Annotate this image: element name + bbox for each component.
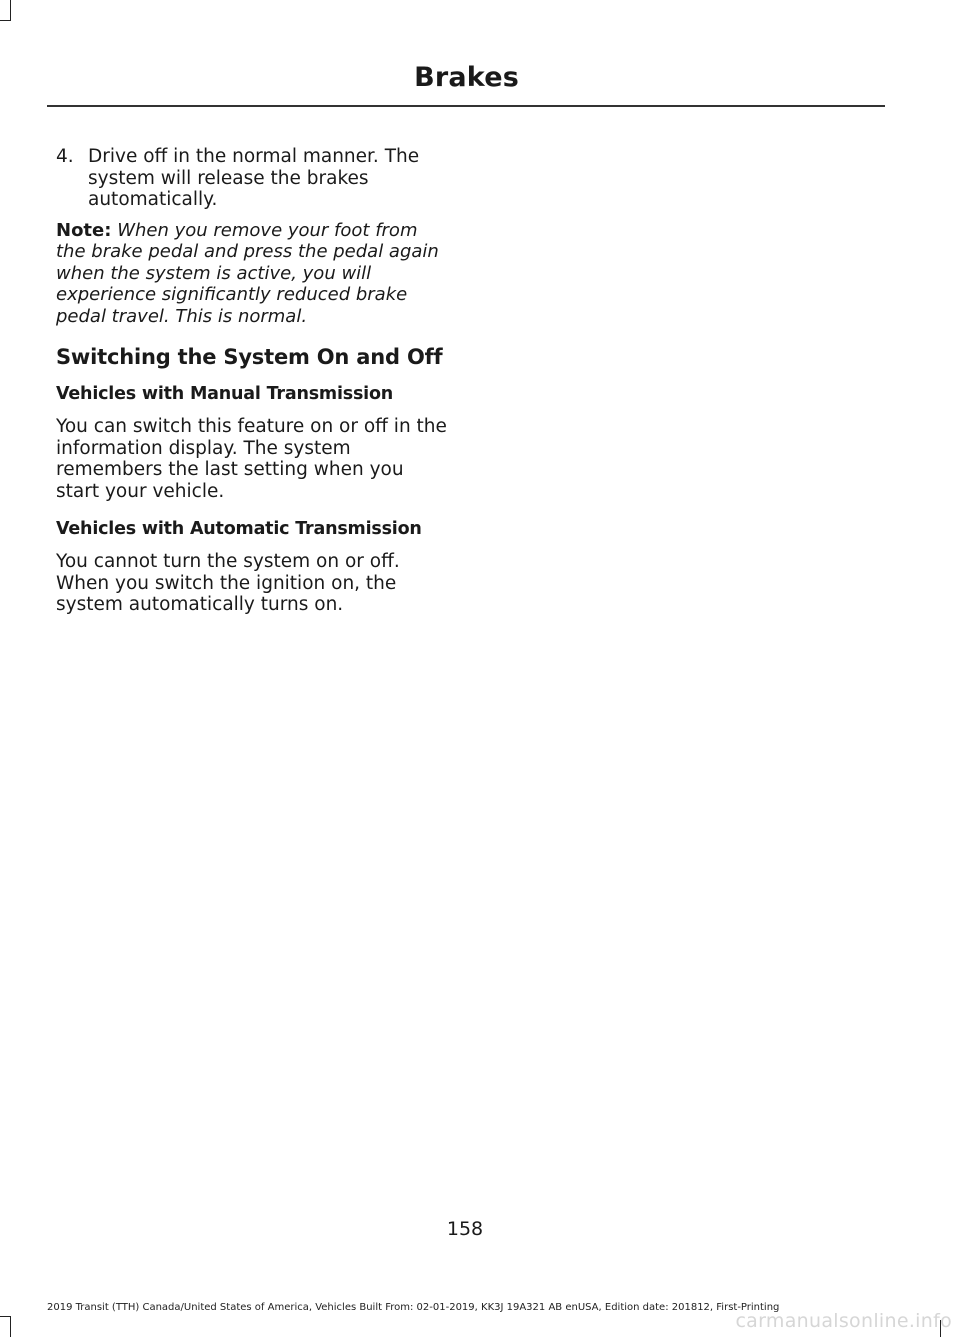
crop-mark-bottom-left-vertical — [10, 1317, 11, 1337]
footer-edition-info: 2019 Transit (TTH) Canada/United States of America, Vehicles Built From: 02-01-2019, KK3J 19A321 AB enUSA, Edition date: 201812, First-Printing — [47, 1302, 780, 1313]
manual-transmission-text: You can switch this feature on or off in the information display. The system remembers the last setting when you start your vehicle. — [56, 416, 447, 502]
numbered-step — [56, 146, 448, 211]
header-divider — [47, 105, 885, 107]
crop-mark-bottom-left-horizontal — [0, 1316, 11, 1317]
crop-mark-top-left-vertical — [10, 0, 11, 20]
step-text: Drive off in the normal manner. The system will release the brakes automatically. — [88, 146, 420, 210]
automatic-transmission-text: You cannot turn the system on or off. When you switch the ignition on, the system automatically turns on. — [56, 551, 400, 615]
watermark: carmanualsonline.info — [735, 1310, 952, 1332]
automatic-transmission-heading: Vehicles with Automatic Transmission — [56, 519, 422, 539]
step-number: 4. — [56, 146, 74, 167]
main-content — [56, 146, 448, 632]
note-text: When you remove your foot from the brake pedal and press the pedal again when the system is active, you will experience significantly reduced brake pedal travel. This is normal. — [56, 219, 439, 327]
page-header-title: Brakes — [414, 62, 519, 93]
page-number: 158 — [446, 1218, 484, 1240]
note-label: Note: — [56, 219, 112, 241]
manual-transmission-heading: Vehicles with Manual Transmission — [56, 384, 394, 404]
note-paragraph — [56, 220, 448, 328]
crop-mark-top-left-horizontal — [0, 20, 11, 21]
section-heading: Switching the System On and Off — [56, 345, 443, 369]
